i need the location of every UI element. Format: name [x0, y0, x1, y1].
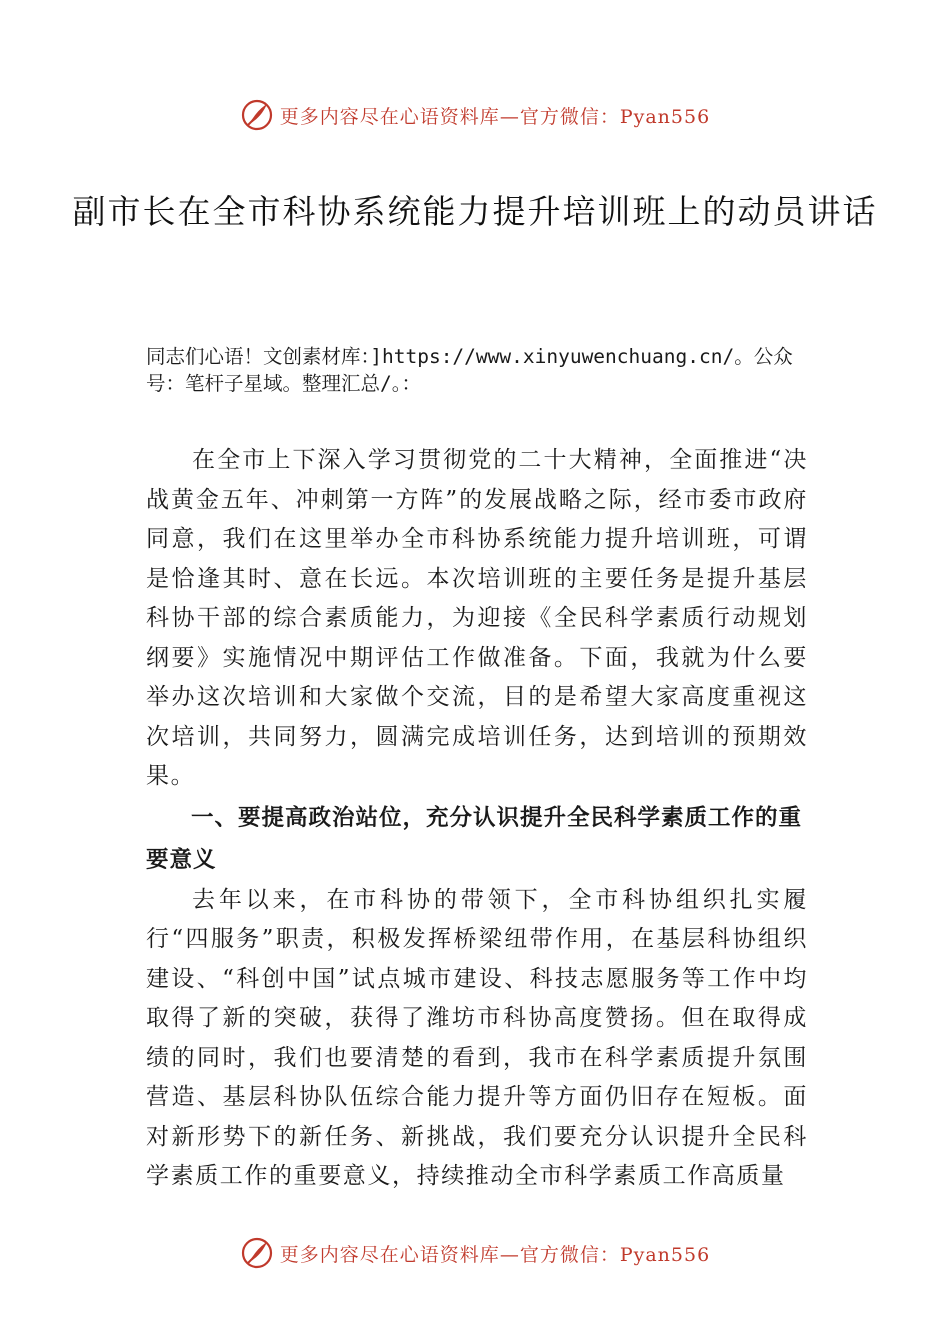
wechat-id: Pyan556 [619, 105, 711, 128]
section-paragraph: 去年以来，在市科协的带领下，全市科协组织扎实履行“四服务”职责，积极发挥桥梁纽带作用，在基层科协组织建设、“科创中国”试点城市建设、科技志愿服务等工作中均取得了新的突破，获得了潍坊市科协高度赞扬。但在取得成绩的同时，我们也要清楚的看到，我市在科学素质提升氛围营造、基层科协队伍综合能力提升等方面仍旧存在短板。面对新形势下的新任务、新挑战，我们要充分认识提升全民科学素质工作的重要意义，持续推动全市科学素质工作高质量 [146, 886, 808, 1189]
banner-title: 更多内容尽在心语资料库 [279, 1243, 500, 1266]
banner-separator: — [499, 105, 520, 128]
section-heading: 一、要提高政治站位，充分认识提升全民科学素质工作的重要意义 [146, 804, 803, 873]
document-body [146, 441, 808, 1197]
source-line: 同志们心语！文创素材库：]https://www.xinyuwenchuang.cn/。公众号：笔杆子星域。整理汇总/。： [146, 345, 793, 395]
banner-title: 更多内容尽在心语资料库 [279, 105, 500, 128]
quill-logo-icon [240, 98, 274, 132]
wechat-label: 官方微信： [519, 105, 620, 128]
banner-separator: — [499, 1243, 520, 1266]
banner-text [280, 102, 710, 129]
banner-text [280, 1240, 710, 1267]
wechat-id: Pyan556 [619, 1243, 711, 1266]
header-banner [0, 95, 950, 135]
intro-paragraph: 在全市上下深入学习贯彻党的二十大精神，全面推进“决战黄金五年、冲刺第一方阵”的发展战略之际，经市委市政府同意，我们在这里举办全市科协系统能力提升培训班，可谓是恰逢其时、意在长远。本次培训班的主要任务是提升基层科协干部的综合素质能力，为迎接《全民科学素质行动规划纲要》实施情况中期评估工作做准备。下面，我就为什么要举办这次培训和大家做个交流，目的是希望大家高度重视这次培训，共同努力，圆满完成培训任务，达到培训的预期效果。 [146, 447, 808, 789]
footer-banner [0, 1233, 950, 1273]
document-title: 副市长在全市科协系统能力提升培训班上的动员讲话 [72, 192, 878, 231]
wechat-label: 官方微信： [519, 1243, 620, 1266]
quill-logo-icon [240, 1236, 274, 1270]
